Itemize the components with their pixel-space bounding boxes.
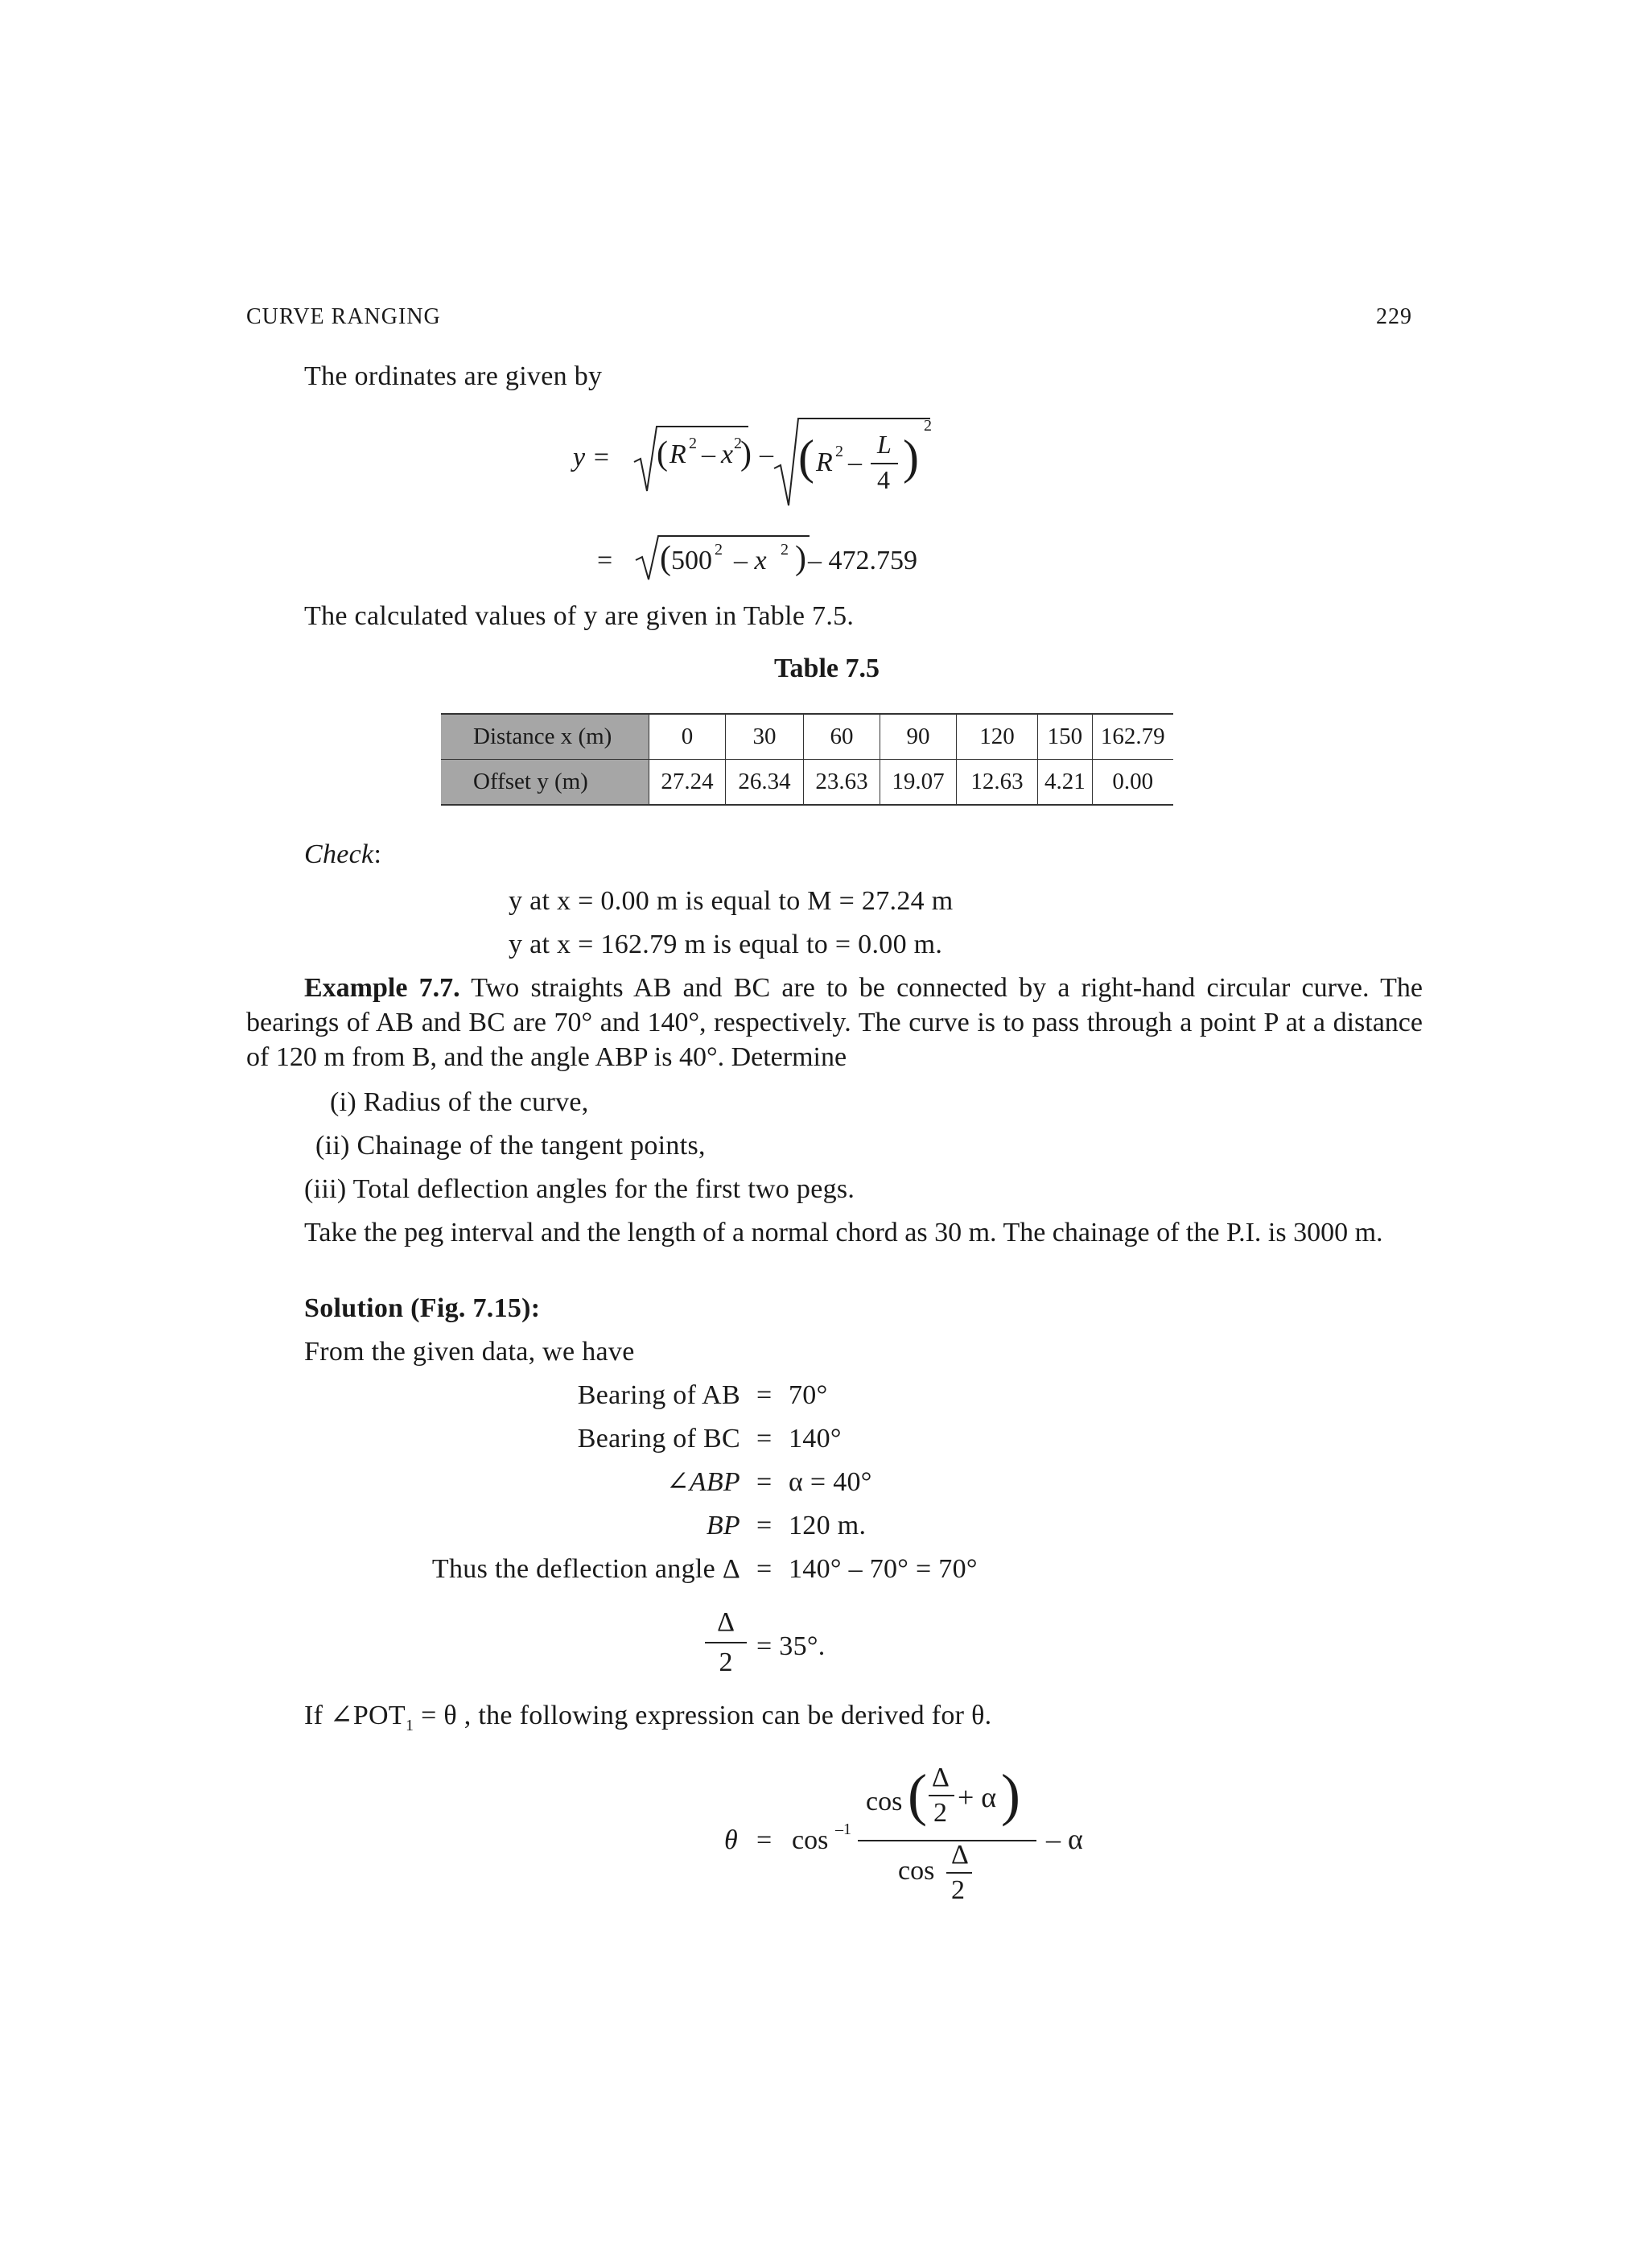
formula1-paren-close-2: ) (903, 431, 919, 484)
formula2-x-sq: 2 (781, 541, 789, 559)
example-paragraph (246, 971, 1423, 1074)
formula1-R: R (670, 439, 686, 469)
half-delta-rhs: = 35°. (756, 1631, 826, 1661)
table-cell: 27.24 (649, 760, 726, 806)
theta-formula (724, 1759, 1094, 1920)
page-number: 229 (1376, 304, 1412, 329)
distance-header: Distance x (m) (473, 724, 612, 749)
theta-num-fraction-bar (929, 1795, 954, 1796)
formula1-paren-open: ( (657, 435, 668, 472)
formula1-R2-sq: 2 (835, 443, 843, 460)
check-line-2: y at x = 162.79 m is equal to = 0.00 m. (509, 930, 943, 959)
data-row-rhs: 140° – 70° = 70° (789, 1554, 978, 1584)
data-row-rhs: 70° (789, 1380, 828, 1410)
take-text: Take the peg interval and the length of a normal chord as 30 m. The chainage of the P.I. is 3000 m. (304, 1218, 1383, 1247)
numeric-formula (597, 531, 935, 588)
theta-num-two: 2 (933, 1798, 947, 1828)
theta-eq: = (756, 1825, 772, 1855)
formula1-paren-close: ) (740, 435, 752, 472)
theta-minus-alpha: – α (1046, 1823, 1083, 1855)
formula2-paren-close: ) (795, 540, 806, 577)
example-item-1: (i) Radius of the curve, (330, 1087, 589, 1117)
table-cell: 23.63 (804, 760, 880, 806)
example-label: Example 7.7. (304, 973, 460, 1003)
check-line-1: y at x = 0.00 m is equal to M = 27.24 m (509, 886, 954, 916)
theta-num-delta: Δ (932, 1763, 950, 1792)
take-paragraph (246, 1215, 1423, 1250)
formula1-R-sq: 2 (689, 435, 697, 452)
if-line-start: If ∠POT (304, 1701, 406, 1730)
table-cell: 120 (957, 714, 1038, 760)
data-row-lhs: BP (706, 1511, 740, 1540)
offset-table (441, 713, 1173, 806)
data-row-eq: = (756, 1554, 772, 1584)
check-label-text: Check (304, 839, 374, 869)
table-cell: 26.34 (726, 760, 804, 806)
formula1-x: x (721, 439, 734, 469)
formula1-x-sq: 2 (734, 435, 742, 452)
table-row (441, 760, 1173, 806)
data-row-eq: = (756, 1424, 772, 1454)
table-cell: 30 (726, 714, 804, 760)
formula1-minus-2: – (760, 439, 773, 469)
formula1-lhs: y = (573, 443, 611, 472)
data-row-lhs: Thus the deflection angle Δ (431, 1554, 740, 1584)
calc-sentence: The calculated values of y are given in Table 7.5. (304, 601, 855, 631)
formula1-paren-open-2: ( (798, 431, 814, 484)
theta-lhs: θ (724, 1825, 738, 1855)
theta-num-paren-close: ) (1001, 1763, 1020, 1827)
formula1-L: L (877, 430, 892, 459)
formula1-R2: R (816, 447, 833, 477)
offset-header: Offset y (m) (473, 769, 588, 794)
data-row-lhs: ∠ABP (666, 1467, 740, 1497)
solution-label: Solution (Fig. 7.15): (304, 1293, 541, 1323)
example-item-3: (iii) Total deflection angles for the first two pegs. (304, 1174, 855, 1204)
formula1-four: 4 (877, 465, 890, 494)
ordinate-formula (573, 410, 943, 515)
offset-table-wrap (441, 713, 1173, 806)
theta-cos-inv: cos (792, 1825, 829, 1855)
example-text: Two straights AB and BC are to be connected by a right-hand circular curve. The bearings of AB and BC are 70° and 140°, respectively. The curve is to pass through a point P at a distance of 120 m from B, and the angle ABP is 40°. Determine (246, 973, 1423, 1072)
half-delta-den: 2 (719, 1647, 733, 1677)
data-row-lhs: Bearing of BC (577, 1424, 740, 1454)
formula2-rest: – 472.759 (808, 546, 917, 575)
table-cell: 150 (1038, 714, 1093, 760)
theta-num-cos: cos (866, 1787, 903, 1816)
formula1-minus: – (702, 439, 715, 469)
intro-text: The ordinates are given by (304, 361, 603, 391)
table-row-header (441, 760, 649, 806)
running-title: CURVE RANGING (246, 304, 441, 329)
check-label: Check: (304, 839, 382, 869)
solution-intro: From the given data, we have (304, 1337, 635, 1367)
formula2-base-sq: 2 (715, 541, 723, 559)
formula2-base: 500 (671, 546, 712, 575)
table-cell: 60 (804, 714, 880, 760)
formula2-paren-open: ( (660, 540, 671, 577)
table-cell: 12.63 (957, 760, 1038, 806)
table-cell: 4.21 (1038, 760, 1093, 806)
table-cell: 162.79 (1092, 714, 1173, 760)
if-line-sub: 1 (405, 1716, 414, 1734)
table-cell: 0.00 (1112, 769, 1154, 794)
half-delta-num: Δ (717, 1607, 735, 1637)
formula1-outer-sq: 2 (924, 417, 932, 435)
theta-den-cos: cos (898, 1856, 935, 1886)
table-cell: 0 (649, 714, 726, 760)
data-row-eq: = (756, 1467, 772, 1497)
theta-inv-exp: –1 (835, 1821, 851, 1838)
fraction-bar (705, 1642, 747, 1643)
theta-den-two: 2 (951, 1875, 965, 1905)
theta-num-plus-alpha: + α (958, 1781, 997, 1813)
table-caption: Table 7.5 (774, 654, 880, 683)
ordinate-formula-graphic (573, 410, 943, 515)
data-row-eq: = (756, 1511, 772, 1540)
data-row-rhs: 140° (789, 1424, 842, 1454)
data-row-rhs: 120 m. (789, 1511, 867, 1540)
theta-num-paren-open: ( (908, 1763, 927, 1827)
example-item-2: (ii) Chainage of the tangent points, (315, 1131, 706, 1161)
theta-den-delta: Δ (951, 1840, 969, 1870)
if-line (304, 1698, 991, 1743)
theta-den-fraction-bar (946, 1872, 972, 1874)
data-row-rhs: α = 40° (789, 1467, 872, 1497)
if-line-rest: = θ , the following expression can be derived for θ. (414, 1701, 992, 1730)
table-row (441, 714, 1173, 760)
table-cell: 19.07 (880, 760, 957, 806)
formula2-eq: = (597, 546, 613, 575)
theta-main-fraction-bar (858, 1840, 1036, 1841)
half-delta-fraction (705, 1606, 747, 1679)
formula1-minus-3: – (848, 447, 862, 477)
formula2-minus-x: – x (734, 546, 767, 575)
data-row-lhs: Bearing of AB (577, 1380, 740, 1410)
table-cell: 90 (880, 714, 957, 760)
table-row-header (441, 714, 649, 760)
data-row-eq: = (756, 1380, 772, 1410)
